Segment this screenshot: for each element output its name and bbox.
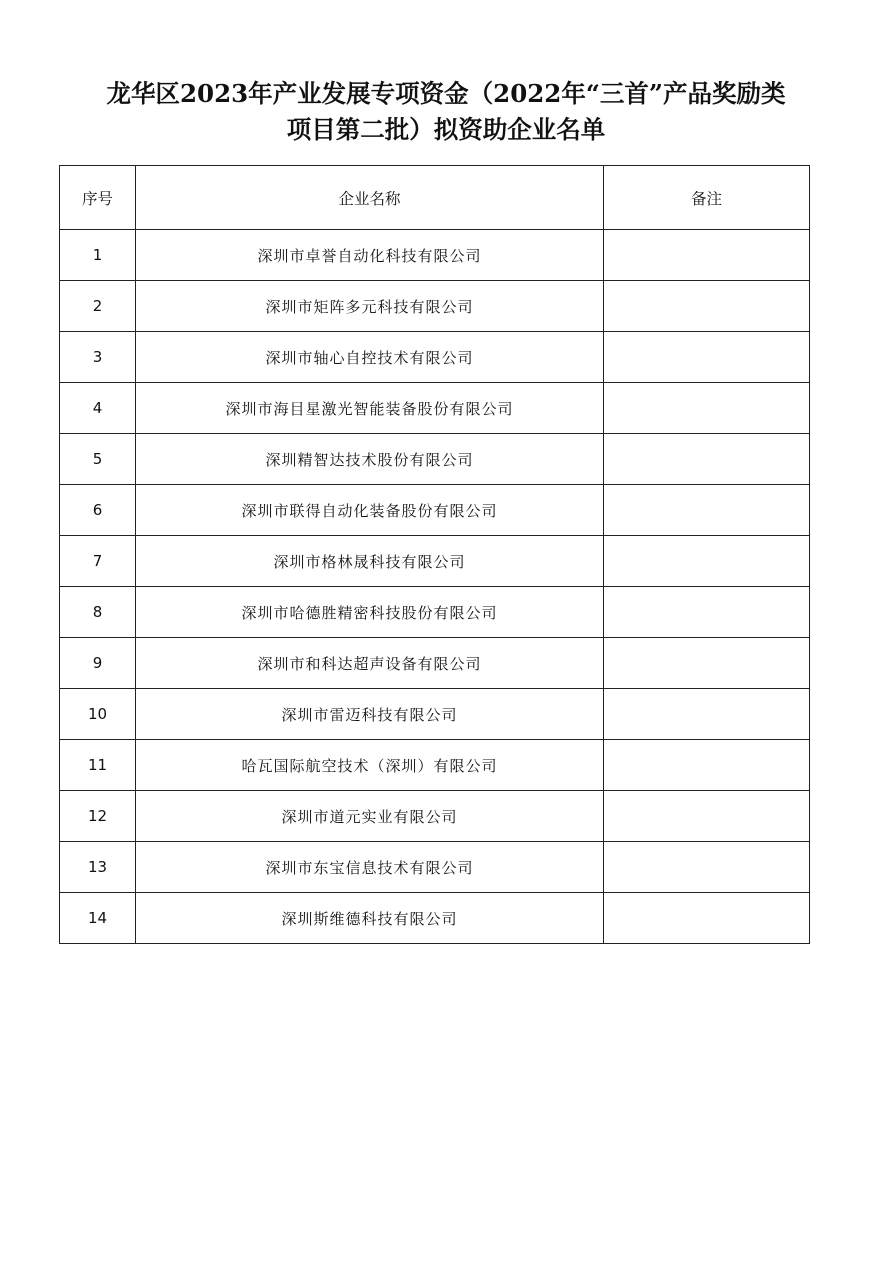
table-row bbox=[60, 740, 810, 791]
row-company-name: 深圳斯维德科技有限公司 bbox=[136, 893, 604, 944]
table-row bbox=[60, 893, 810, 944]
row-company-name: 深圳市卓誉自动化科技有限公司 bbox=[136, 230, 604, 281]
table-row bbox=[60, 842, 810, 893]
table-header-row bbox=[60, 166, 810, 230]
row-remark bbox=[604, 332, 810, 383]
document-title-line-1: 龙华区2023年产业发展专项资金（2022年“三首”产品奖励类 bbox=[106, 79, 786, 108]
table-row bbox=[60, 791, 810, 842]
row-index: 11 bbox=[60, 740, 136, 791]
row-index: 4 bbox=[60, 383, 136, 434]
row-index: 14 bbox=[60, 893, 136, 944]
row-company-name: 深圳市道元实业有限公司 bbox=[136, 791, 604, 842]
row-company-name: 深圳市哈德胜精密科技股份有限公司 bbox=[136, 587, 604, 638]
row-company-name: 深圳市海目星激光智能装备股份有限公司 bbox=[136, 383, 604, 434]
row-remark bbox=[604, 230, 810, 281]
row-index: 3 bbox=[60, 332, 136, 383]
row-remark bbox=[604, 791, 810, 842]
row-remark bbox=[604, 536, 810, 587]
row-company-name: 深圳精智达技术股份有限公司 bbox=[136, 434, 604, 485]
company-list-table bbox=[59, 165, 810, 944]
table-row bbox=[60, 332, 810, 383]
table-row bbox=[60, 434, 810, 485]
row-index: 9 bbox=[60, 638, 136, 689]
row-remark bbox=[604, 638, 810, 689]
document-title bbox=[40, 76, 852, 148]
row-index: 6 bbox=[60, 485, 136, 536]
row-remark bbox=[604, 893, 810, 944]
row-company-name: 哈瓦国际航空技术（深圳）有限公司 bbox=[136, 740, 604, 791]
row-company-name: 深圳市格林晟科技有限公司 bbox=[136, 536, 604, 587]
row-index: 5 bbox=[60, 434, 136, 485]
row-remark bbox=[604, 740, 810, 791]
row-index: 2 bbox=[60, 281, 136, 332]
table-row bbox=[60, 587, 810, 638]
row-index: 12 bbox=[60, 791, 136, 842]
header-company-name: 企业名称 bbox=[136, 166, 604, 230]
table-row bbox=[60, 536, 810, 587]
row-index: 13 bbox=[60, 842, 136, 893]
row-remark bbox=[604, 485, 810, 536]
row-company-name: 深圳市矩阵多元科技有限公司 bbox=[136, 281, 604, 332]
row-remark bbox=[604, 587, 810, 638]
row-company-name: 深圳市雷迈科技有限公司 bbox=[136, 689, 604, 740]
row-remark bbox=[604, 383, 810, 434]
table-row bbox=[60, 638, 810, 689]
row-company-name: 深圳市和科达超声设备有限公司 bbox=[136, 638, 604, 689]
header-index: 序号 bbox=[60, 166, 136, 230]
table-row bbox=[60, 230, 810, 281]
row-index: 8 bbox=[60, 587, 136, 638]
row-index: 1 bbox=[60, 230, 136, 281]
row-company-name: 深圳市东宝信息技术有限公司 bbox=[136, 842, 604, 893]
row-remark bbox=[604, 689, 810, 740]
row-index: 10 bbox=[60, 689, 136, 740]
table-row bbox=[60, 689, 810, 740]
row-index: 7 bbox=[60, 536, 136, 587]
table-row bbox=[60, 383, 810, 434]
row-company-name: 深圳市联得自动化装备股份有限公司 bbox=[136, 485, 604, 536]
row-company-name: 深圳市轴心自控技术有限公司 bbox=[136, 332, 604, 383]
row-remark bbox=[604, 281, 810, 332]
table-row bbox=[60, 485, 810, 536]
row-remark bbox=[604, 842, 810, 893]
document-title-line-2: 项目第二批）拟资助企业名单 bbox=[286, 115, 606, 144]
row-remark bbox=[604, 434, 810, 485]
header-remark: 备注 bbox=[604, 166, 810, 230]
table-row bbox=[60, 281, 810, 332]
